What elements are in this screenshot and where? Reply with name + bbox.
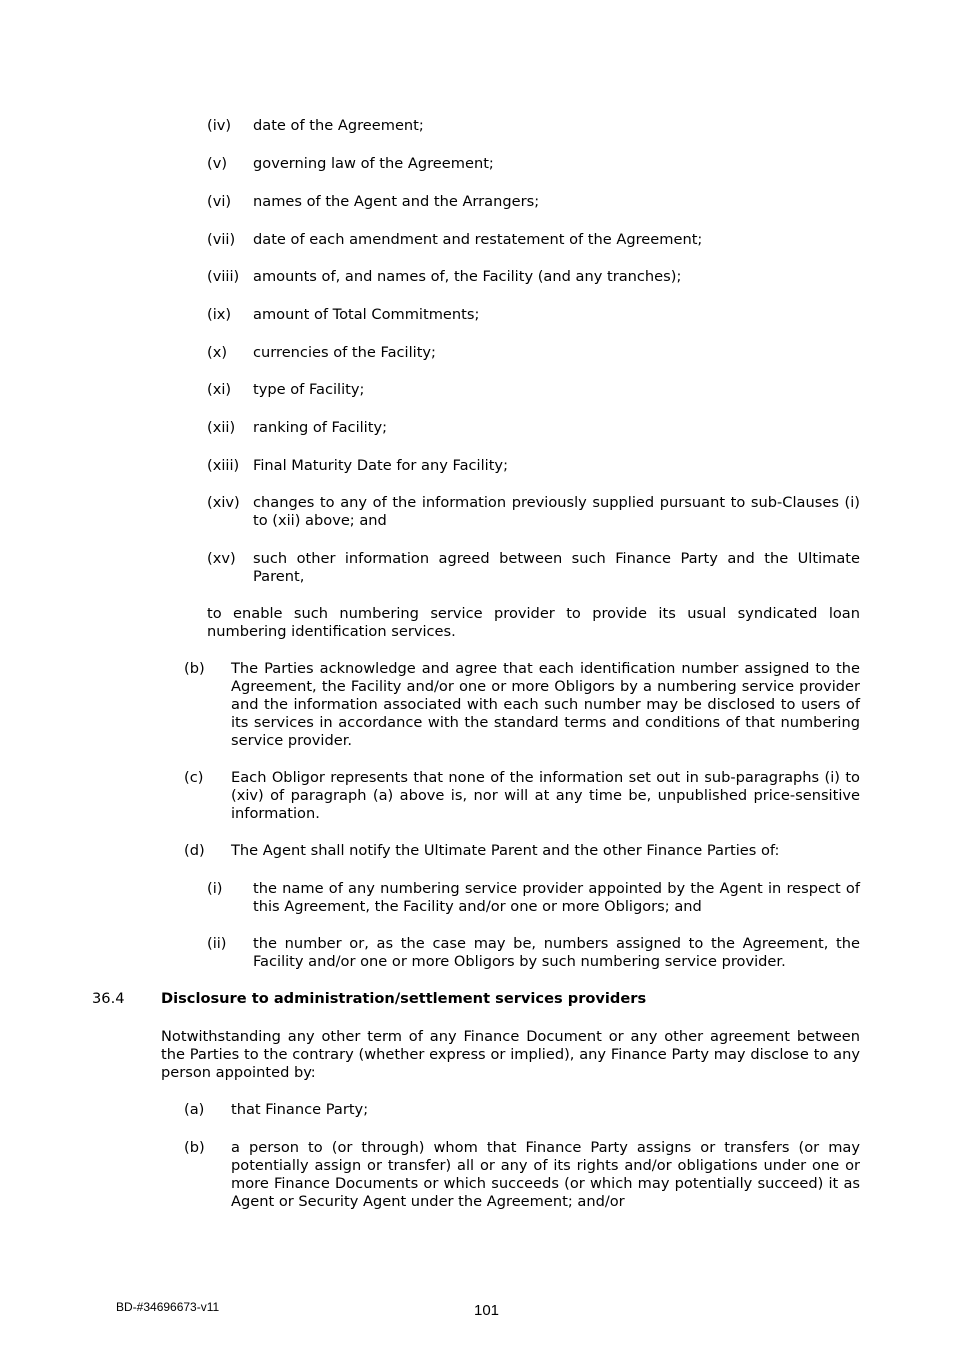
item-text: such other information agreed between such Finance Party and the Ultimate Parent, — [253, 550, 860, 585]
item-text: names of the Agent and the Arrangers; — [253, 193, 540, 210]
paragraph-number: (d) — [184, 842, 205, 859]
item-number: (ii) — [207, 935, 227, 952]
item-number: (ix) — [207, 306, 232, 323]
item-number: (xiv) — [207, 494, 240, 511]
paragraph-number: (b) — [184, 660, 205, 677]
item-text: the number or, as the case may be, numbers assigned to the Agreement, the Facility and/or one or more Obligors by such numbering service provider. — [253, 935, 860, 970]
paragraph-text: Each Obligor represents that none of the information set out in sub-paragraphs (i) to (xiv) of paragraph (a) above is, nor will at any time be, unpublished price-sensitive information. — [231, 769, 860, 822]
item-text: currencies of the Facility; — [253, 344, 436, 361]
item-text: changes to any of the information previously supplied pursuant to sub-Clauses (i) to (xii) above; and — [253, 494, 860, 529]
item-number: (x) — [207, 344, 228, 361]
paragraph-number: (c) — [184, 769, 204, 786]
item-text: a person to (or through) whom that Finance Party assigns or transfers (or may potentially assign or transfer) all or any of its rights and/or obligations under one or more Finance Documents or which succeeds (or which may potentially succeed) it as Agent or Security Agent under the Agreement; and/or — [231, 1139, 860, 1210]
item-number: (i) — [207, 880, 223, 897]
item-text: date of each amendment and restatement of the Agreement; — [253, 231, 703, 248]
section-number: 36.4 — [92, 990, 125, 1007]
section-title: Disclosure to administration/settlement services providers — [161, 990, 647, 1007]
item-number: (iv) — [207, 117, 232, 134]
item-text: type of Facility; — [253, 381, 365, 398]
item-number: (xii) — [207, 419, 236, 436]
paragraph-text: The Agent shall notify the Ultimate Parent and the other Finance Parties of: — [231, 842, 780, 859]
item-number: (b) — [184, 1139, 205, 1156]
item-number: (viii) — [207, 268, 240, 285]
item-text: Final Maturity Date for any Facility; — [253, 457, 508, 474]
item-text: amount of Total Commitments; — [253, 306, 480, 323]
item-number: (vi) — [207, 193, 232, 210]
item-number: (xiii) — [207, 457, 240, 474]
item-number: (xv) — [207, 550, 236, 567]
paragraph-text: The Parties acknowledge and agree that each identification number assigned to the Agreement, the Facility and/or one or more Obligors by a numbering service provider and the information associated with each such number may be disclosed to users of its services in accordance with the standard terms and conditions of that numbering service provider. — [231, 660, 860, 749]
closing-paragraph: to enable such numbering service provider to provide its usual syndicated loan numbering identification services. — [207, 605, 860, 640]
section-intro: Notwithstanding any other term of any Finance Document or any other agreement between the Parties to the contrary (whether express or implied), any Finance Party may disclose to any person appointed by: — [161, 1028, 860, 1081]
item-number: (a) — [184, 1101, 205, 1118]
document-reference: BD-#34696673-v11 — [116, 1300, 220, 1314]
item-text: governing law of the Agreement; — [253, 155, 494, 172]
item-text: that Finance Party; — [231, 1101, 369, 1118]
item-number: (xi) — [207, 381, 232, 398]
item-text: the name of any numbering service provider appointed by the Agent in respect of this Agreement, the Facility and/or one or more Obligors; and — [253, 880, 860, 915]
item-text: amounts of, and names of, the Facility (and any tranches); — [253, 268, 682, 285]
item-text: date of the Agreement; — [253, 117, 424, 134]
page-number: 101 — [474, 1302, 500, 1319]
item-number: (vii) — [207, 231, 236, 248]
item-number: (v) — [207, 155, 228, 172]
item-text: ranking of Facility; — [253, 419, 388, 436]
